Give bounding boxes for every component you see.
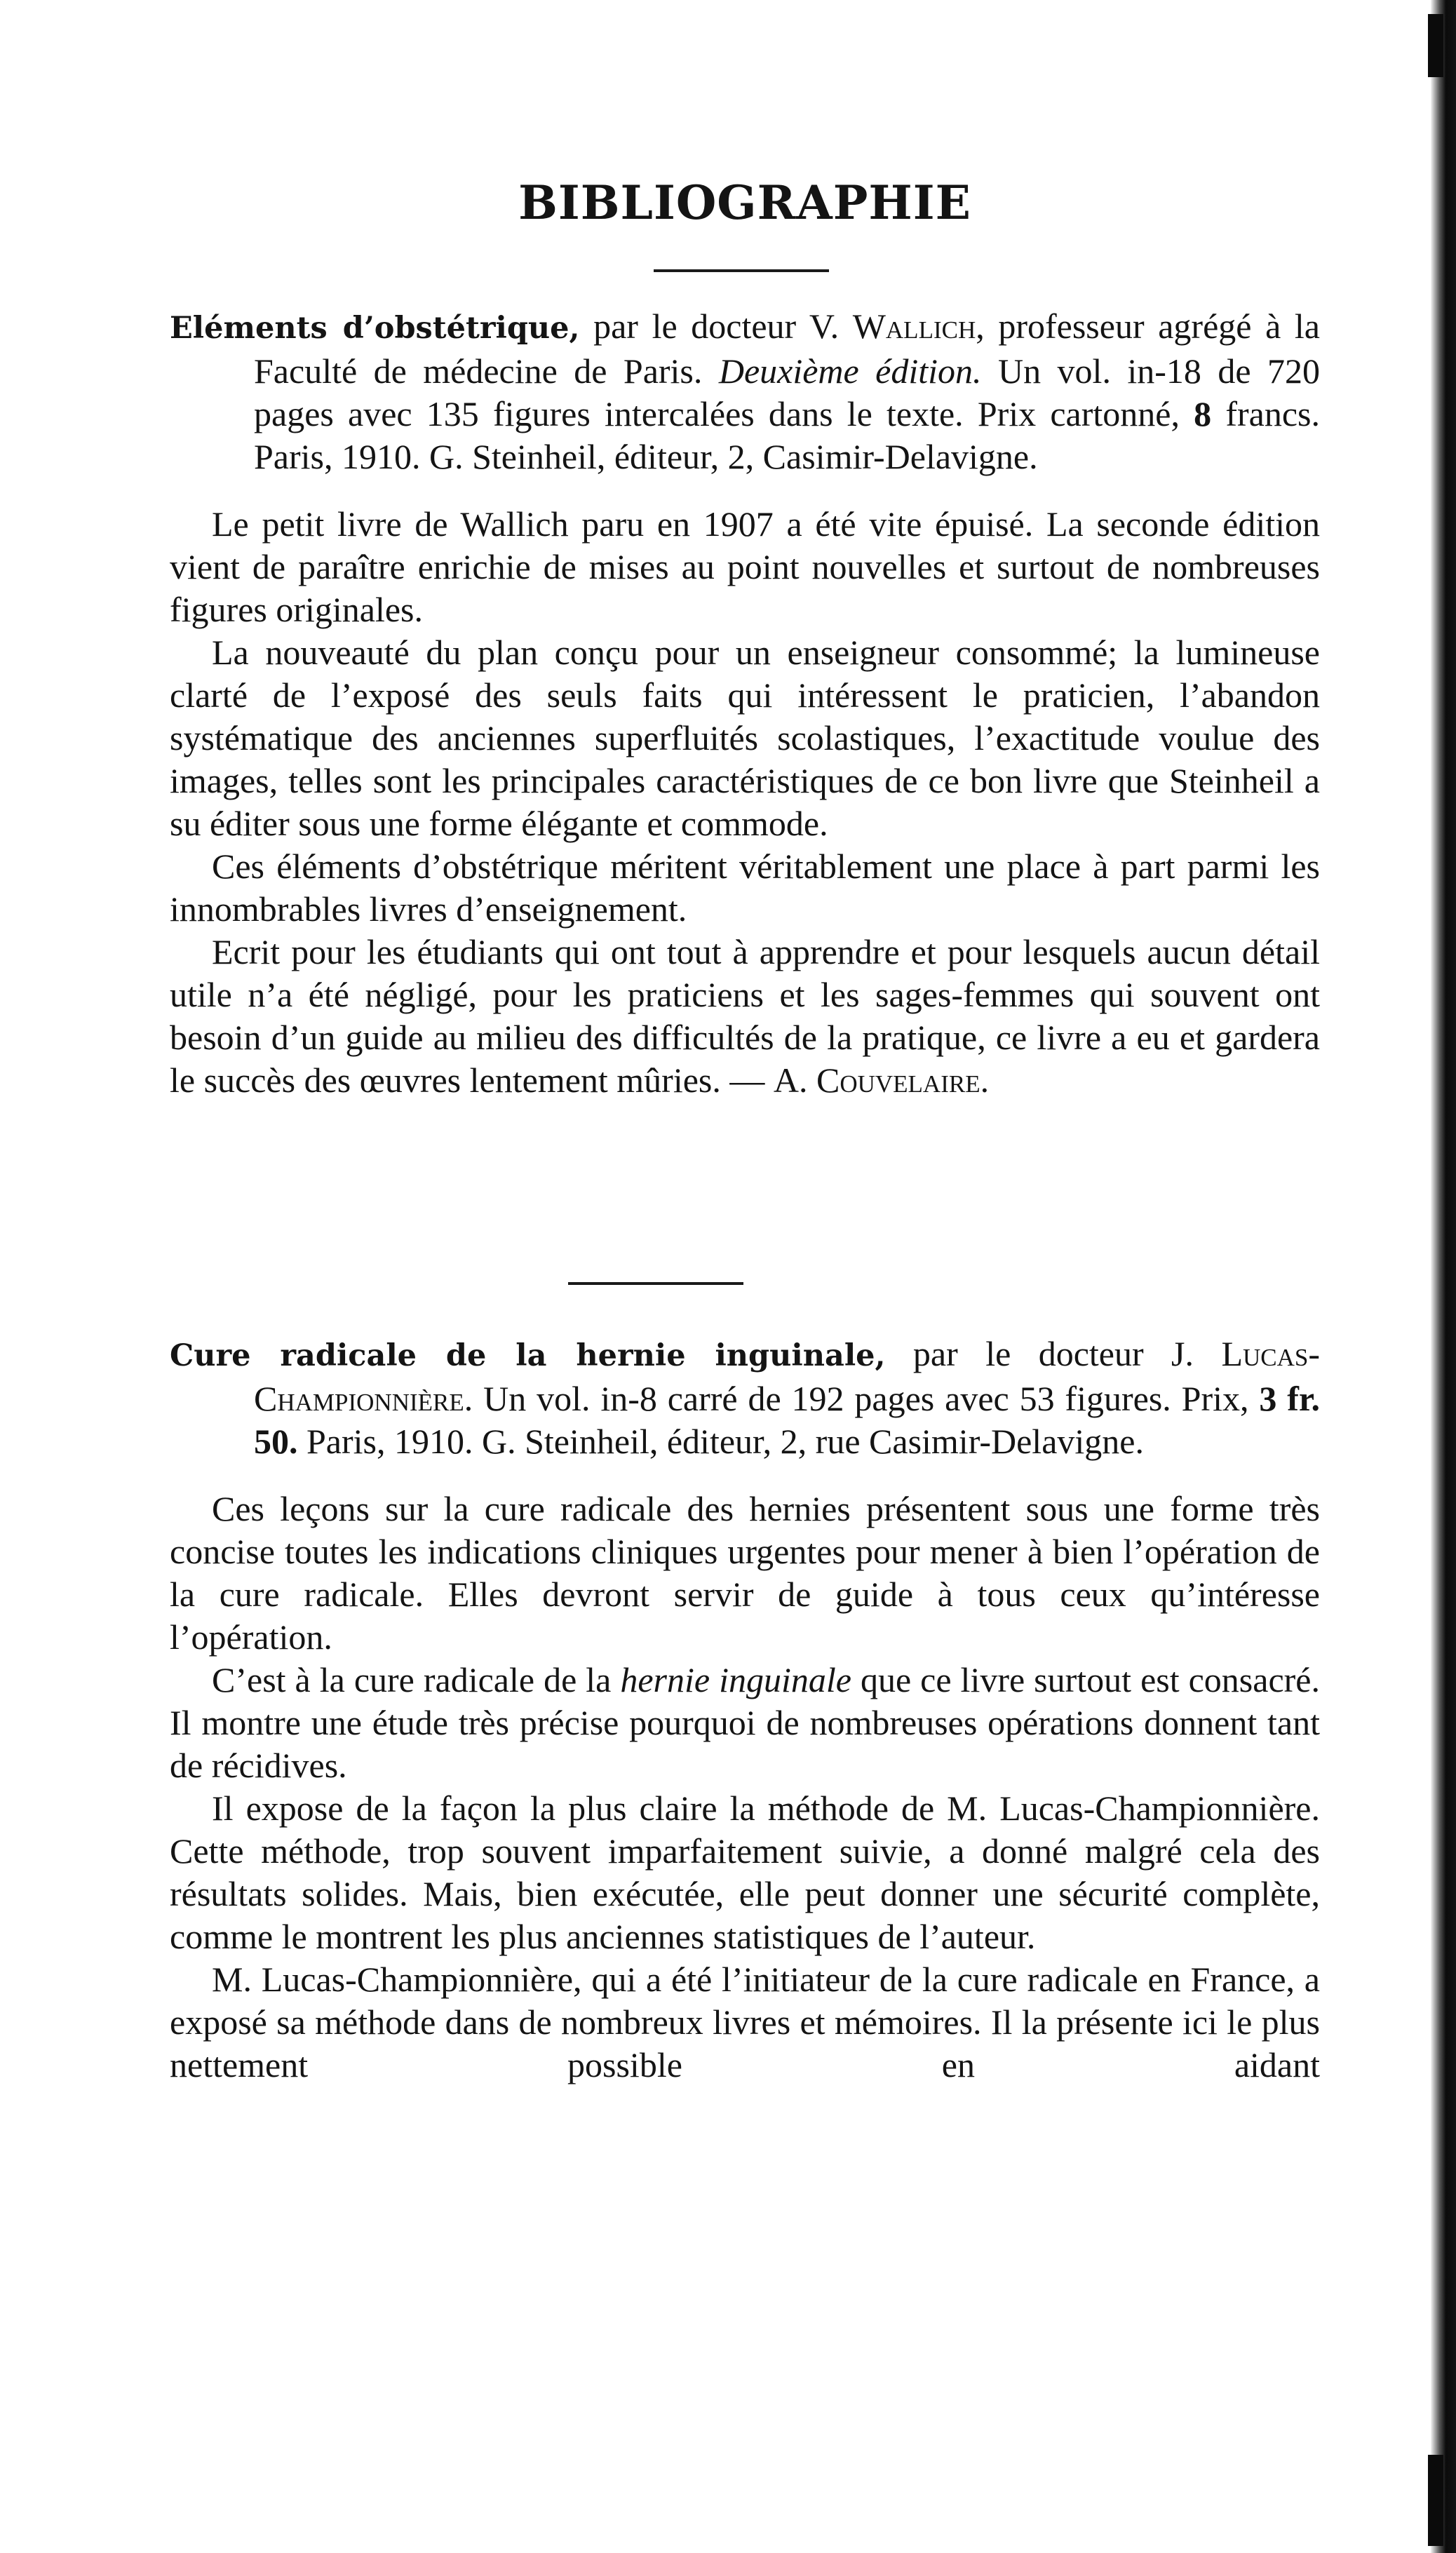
section-rule xyxy=(568,1282,743,1285)
review-obstetrique-desc-c: francs. Paris, 1910. G. Steinheil, éditeur, 2, Casimir-Delavigne. xyxy=(254,394,1320,476)
review-obstetrique-title: Eléments d’obstétrique, xyxy=(170,311,580,346)
review-hernie-desc-b: Paris, 1910. G. Steinheil, éditeur, 2, rue Casimir-Delavigne. xyxy=(297,1422,1144,1461)
page-edge-notch xyxy=(1428,14,1443,77)
page-title: BIBLIOGRAPHIE xyxy=(518,175,971,230)
page xyxy=(170,0,1320,2553)
review-hernie-p2-text-b: que ce livre surtout est consacré. Il montre une étude très précise pourquoi de nombreuses opérations donnent tant de récidives. xyxy=(170,1660,1320,1785)
review-hernie-author: Lucas-Championnière. xyxy=(254,1334,1320,1418)
review-obstetrique-paragraph: Le petit livre de Wallich paru en 1907 a été vite épuisé. La seconde édition vient de paraître enrichie de mises au point nouvelles et surtout de nombreuses figures originales. xyxy=(170,504,1320,629)
review-obstetrique-intro: par le docteur V. xyxy=(579,307,853,346)
review-obstetrique-desc-b: Un vol. in-18 de 720 pages avec 135 figures intercalées dans le texte. Prix cartonné, xyxy=(254,351,1321,433)
review-hernie-paragraph-2 xyxy=(170,1659,1320,1787)
review-hernie xyxy=(170,1333,1320,2087)
page-edge-notch xyxy=(1428,2455,1443,2546)
review-hernie-intro: par le docteur J. xyxy=(885,1334,1222,1373)
review-obstetrique-author: Wallich xyxy=(852,307,976,346)
review-hernie-header xyxy=(170,1333,1320,1463)
review-hernie-p2-emphasis: hernie inguinale xyxy=(620,1660,851,1699)
review-obstetrique-price: 8 xyxy=(1194,394,1212,433)
review-obstetrique-paragraph: Ces éléments d’obstétrique méritent véritablement une place à part parmi les innombrables livres d’enseignement. xyxy=(170,847,1320,929)
review-obstetrique-desc-a: , professeur agrégé à la Faculté de médecine de Paris. xyxy=(254,307,1320,391)
review-obstetrique-paragraph-text: Ecrit pour les étudiants qui ont tout à apprendre et pour lesquels aucun détail utile n’a été négligé, pour les praticiens et les sages-femmes qui souvent ont besoin d’un guide au milieu des difficultés de la pratique, ce livre a eu et gardera le succès des œuvres lentement mûries. — xyxy=(170,932,1320,1100)
review-hernie-title: Cure radicale de la hernie inguinale, xyxy=(170,1338,886,1373)
review-hernie-desc-a: Un vol. in-8 carré de 192 pages avec 53 figures. Prix, xyxy=(473,1379,1260,1418)
title-rule xyxy=(654,269,829,272)
page-edge-shadow xyxy=(1431,0,1456,2553)
review-obstetrique-paragraph: La nouveauté du plan conçu pour un enseigneur consommé; la lumineuse clarté de l’exposé des seuls faits qui intéressent le praticien, l’abandon systématique des anciennes superfluités scolastiques, l’exactitude voulue des images, telles sont les principales caractéristiques de ce bon livre que Steinheil a su éditer sous une forme élégante et commode. xyxy=(170,633,1320,843)
review-obstetrique xyxy=(170,305,1320,1102)
review-hernie-paragraph: Ces leçons sur la cure radicale des hernies présentent sous une forme très concise toutes les indications cliniques urgentes pour mener à bien l’opération de la cure radicale. Elles devront servir de guide à tous ceux qu’intéresse l’opération. xyxy=(170,1489,1320,1657)
review-hernie-paragraph-4: M. Lucas-Championnière, qui a été l’initiateur de la cure radicale en France, a exposé sa méthode dans de nombreux livres et mémoires. Il la présente ici le plus nettement possible en aidant xyxy=(170,1960,1320,2084)
review-obstetrique-edition: Deuxième édition. xyxy=(718,351,982,391)
review-hernie-paragraph-3: Il expose de la façon la plus claire la méthode de M. Lucas-Championnière. Cette méthode, trop souvent imparfaitement suivie, a donné malgré cela des résultats solides. Mais, bien exécutée, elle peut donner une sécurité complète, comme le montrent les plus anciennes statistiques de l’auteur. xyxy=(170,1789,1320,1956)
review-hernie-price: 3 fr. 50. xyxy=(254,1379,1320,1461)
review-obstetrique-signature: A. Couvelaire. xyxy=(773,1060,990,1100)
review-obstetrique-header xyxy=(170,305,1320,478)
review-hernie-p2-text-a: C’est à la cure radicale de la xyxy=(212,1660,621,1699)
review-obstetrique-paragraph-last xyxy=(170,931,1320,1102)
